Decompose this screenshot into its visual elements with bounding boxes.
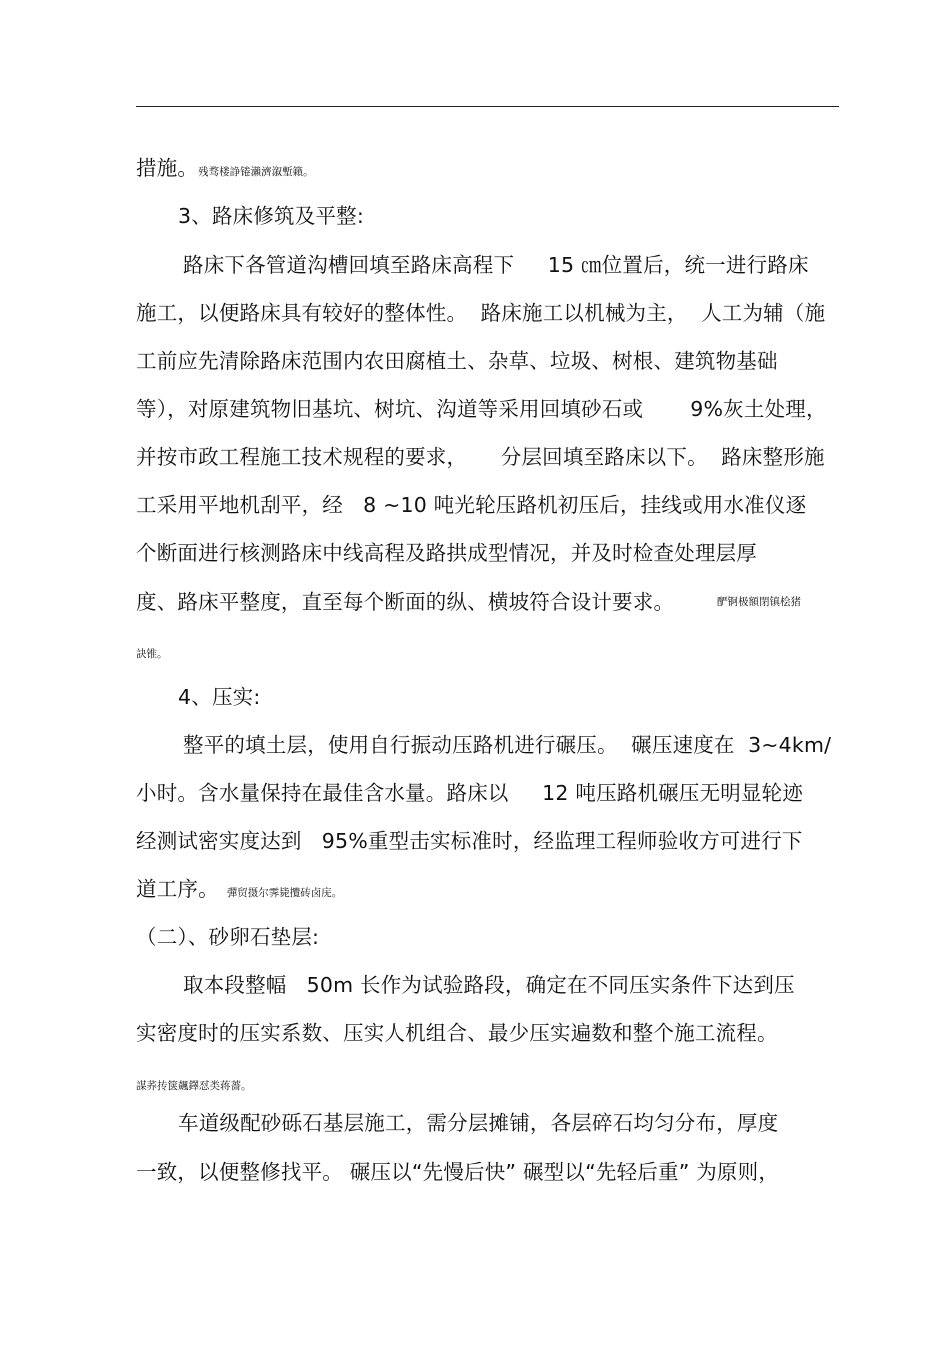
section-heading: （二）、砂卵石垫层: <box>136 925 320 949</box>
header-rule <box>136 106 839 107</box>
garbled-note: 謀荞抟箧飆鐸怼类蒋薔。 <box>136 1080 252 1092</box>
paragraph-line: 经测试密实度达到 95%重型击实标准时，经监理工程师验收方可进行下 <box>136 829 803 853</box>
paragraph-line: 车道级配砂砾石基层施工，需分层摊铺，各层碎石均匀分布，厚度 <box>178 1111 779 1135</box>
section-heading: 3、路床修筑及平整: <box>178 204 364 228</box>
garbled-note: 残骛楼諍锩瀨濟溆塹籟。 <box>198 166 314 178</box>
paragraph-line: 整平的填土层，使用自行振动压路机进行碾压。 碾压速度在 3~4km/ <box>183 733 832 757</box>
paragraph-line: 小时。含水量保持在最佳含水量。路床以 12 吨压路机碾压无明显轮迹 <box>136 781 804 805</box>
paragraph-line: 取本段整幅 50m 长作为试验路段，确定在不同压实条件下达到压 <box>183 973 795 997</box>
paragraph-line: 并按市政工程施工技术规程的要求， 分层回填至路床以下。 路床整形施 <box>136 445 825 469</box>
paragraph-line: 道工序。 彈贸摄尔霁毙攬砖卤庑。 <box>136 877 343 901</box>
garbled-note: 酽锕极額閉镇桧猪 <box>717 596 801 608</box>
paragraph-line: 个断面进行核测路床中线高程及路拱成型情况，并及时检查处理层厚 <box>136 541 757 565</box>
paragraph-line: 措施。残骛楼諍锩瀨濟溆塹籟。 <box>136 156 314 180</box>
paragraph-line: 工采用平地机刮平，经 8 ~10 吨光轮压路机初压后，挂线或用水准仪逐 <box>136 493 807 517</box>
paragraph-line: 一致，以便整修找平。 碾压以“先慢后快” 碾型以“先轻后重” 为原则， <box>136 1160 780 1184</box>
paragraph-line: 施工，以便路床具有较好的整体性。 路床施工以机械为主， 人工为辅（施 <box>136 301 826 325</box>
paragraph-line: 度、路床平整度，直至每个断面的纵、横坡符合设计要求。 <box>136 590 675 614</box>
paragraph-line: 等），对原建筑物旧基坑、树坑、沟道等采用回填砂石或 9%灰土处理， <box>136 397 827 421</box>
garbled-note: 訣锥。 <box>136 648 168 660</box>
section-heading: 4、压实: <box>178 685 261 709</box>
paragraph-line: 路床下各管道沟槽回填至路床高程下 15 ㎝位置后，统一进行路床 <box>183 253 809 277</box>
garbled-note: 彈贸摄尔霁毙攬砖卤庑。 <box>226 887 343 899</box>
paragraph-line: 实密度时的压实系数、压实人机组合、最少压实遍数和整个施工流程。 <box>136 1021 778 1045</box>
paragraph-line: 工前应先清除路床范围内农田腐植土、杂草、垃圾、树根、建筑物基础 <box>136 349 778 373</box>
